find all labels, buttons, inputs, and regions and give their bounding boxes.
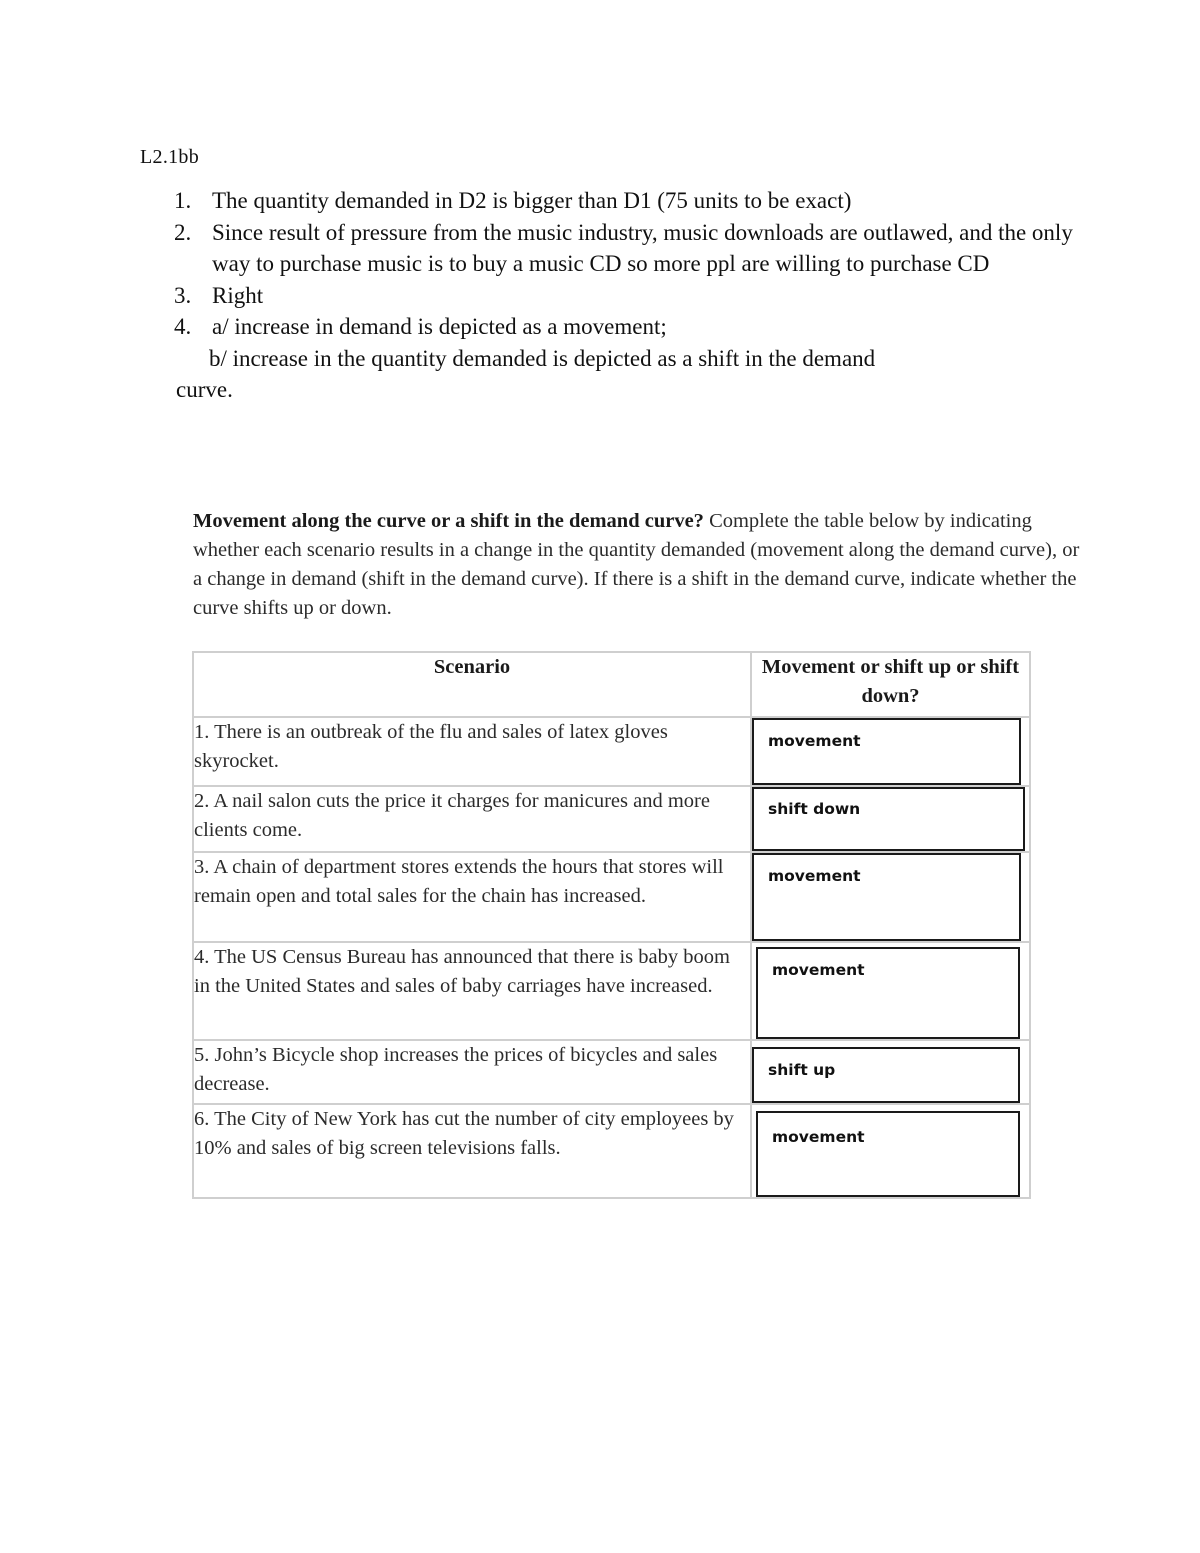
scenario-cell: 6. The City of New York has cut the number of city employees by 10% and sales of big screen televisions falls. [193, 1104, 751, 1198]
answer-number: 1. [174, 188, 192, 213]
scenario-cell: 1. There is an outbreak of the flu and sales of latex gloves skyrocket. [193, 717, 751, 786]
answer-item [140, 280, 1080, 312]
answer-box[interactable]: shift down [752, 787, 1025, 851]
answer-box[interactable]: movement [756, 947, 1020, 1039]
scenario-cell: 4. The US Census Bureau has announced that there is baby boom in the United States and sales of baby carriages have increased. [193, 942, 751, 1040]
answer-box[interactable]: movement [752, 853, 1021, 941]
scenario-cell: 3. A chain of department stores extends the hours that stores will remain open and total sales for the chain has increased. [193, 852, 751, 942]
answer-list [140, 185, 1080, 406]
answer-number: 4. [174, 314, 192, 339]
answer-item [140, 217, 1080, 280]
answer-cell [751, 1040, 1030, 1104]
table-row [193, 786, 1030, 852]
table-row [193, 717, 1030, 786]
table-header-row [193, 652, 1030, 717]
scenario-table [192, 651, 1031, 1199]
answer-cell [751, 717, 1030, 786]
scenario-cell: 2. A nail salon cuts the price it charges for manicures and more clients come. [193, 786, 751, 852]
header-movement-or-shift: Movement or shift up or shift down? [751, 652, 1030, 717]
worksheet-instructions [193, 507, 1093, 623]
scenario-cell: 5. John’s Bicycle shop increases the prices of bicycles and sales decrease. [193, 1040, 751, 1104]
answer-box[interactable]: movement [756, 1111, 1020, 1197]
instructions-heading: Movement along the curve or a shift in the demand curve? [193, 510, 704, 532]
answer-4b-line1: b/ increase in the quantity demanded is depicted as a shift in the demand [209, 345, 876, 371]
answer-text: The quantity demanded in D2 is bigger than D1 (75 units to be exact) [212, 188, 852, 213]
document-id: L2.1bb [140, 146, 200, 168]
answer-box[interactable]: movement [752, 718, 1021, 785]
header-scenario: Scenario [193, 652, 751, 717]
answer-text: Since result of pressure from the music industry, music downloads are outlawed, and the only way to purchase music is to buy a music CD so more ppl are willing to purchase CD [212, 219, 1073, 276]
answer-cell [751, 852, 1030, 942]
answer-text: Right [212, 282, 264, 308]
answer-4b-line2: curve. [176, 377, 233, 402]
answer-text: a/ increase in demand is depicted as a movement; [212, 314, 667, 339]
instructions-text: Complete the table below by indicating whether each scenario results in a change in the quantity demanded (movement along the demand curve), or a change in demand (shift in the demand curve). If there is a shift in the demand curve, indicate whether the curve shifts up or down. [193, 510, 1080, 619]
table-row [193, 852, 1030, 942]
table-row [193, 1104, 1030, 1198]
answer-number: 3. [174, 282, 192, 308]
answer-cell [751, 942, 1030, 1040]
answer-cell [751, 1104, 1030, 1198]
table-row [193, 942, 1030, 1040]
answer-item [140, 185, 1080, 217]
answer-number: 2. [174, 219, 192, 245]
answer-cell [751, 786, 1030, 852]
answer-item [140, 311, 1080, 343]
answer-box[interactable]: shift up [752, 1047, 1020, 1103]
table-row [193, 1040, 1030, 1104]
